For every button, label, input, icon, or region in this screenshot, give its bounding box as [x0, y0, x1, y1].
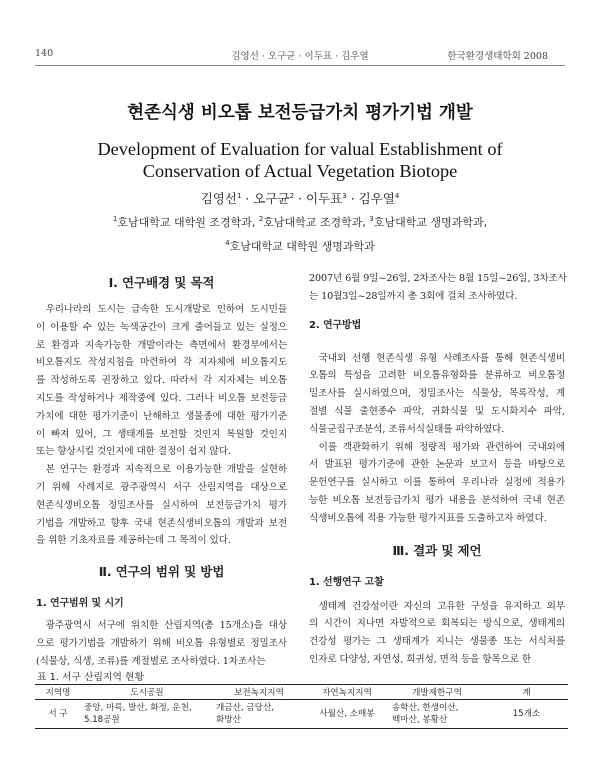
- cell-line: 중앙, 마륵, 발산, 화정, 운천,: [84, 703, 192, 713]
- section-heading: Ⅰ. 연구배경 및 목적: [108, 275, 215, 290]
- affiliation-text: 호남대학교 조경학과,: [263, 216, 370, 229]
- text-line: 이 빠져 있어, 그 생태계를 보전할 것인지 복원할 것인지: [36, 428, 287, 440]
- author-name: 오구균: [253, 191, 290, 206]
- affiliation-line-1: [0, 209, 600, 233]
- cell-line: 개금산, 금당산,: [216, 703, 275, 713]
- english-title: [0, 138, 600, 182]
- author-list: 김영선$^1$ · 오구균$^2$ · 이두표$^3$ · 김우열$^4$: [200, 191, 400, 206]
- author-name: 김우열: [358, 191, 395, 206]
- paragraph: [36, 461, 287, 550]
- korean-title: 현존식생 비오톱 보전등급가치 평가기법 개발: [127, 103, 473, 123]
- header-rule: [35, 65, 565, 66]
- header-cell: 지역명: [35, 685, 81, 700]
- subsection-heading: 1. 연구범위 및 시기: [36, 598, 124, 610]
- urban-park-cell: [81, 700, 213, 729]
- text-line: 문헌연구를 실시하고 이를 통하여 우리나라 실정에 적용가: [309, 477, 565, 489]
- running-authors: 김영선 · 오구균 · 이두표 · 김우열: [231, 51, 369, 62]
- text-line: 능한 비오톱 보전등급가치 평가 내용을 분석하여 국내 현존: [309, 494, 565, 506]
- paragraph: [309, 270, 565, 306]
- cell-line: 화방산: [216, 715, 241, 725]
- author-name: 김영선: [200, 191, 237, 206]
- header-cell: 도시공원: [81, 685, 213, 700]
- author-superscript: 3: [342, 192, 347, 200]
- cell-line: 송학산, 한생이산,: [392, 703, 459, 713]
- region-cell: 서 구: [35, 700, 81, 729]
- affiliation-text: 호남대학교 대학원 생명과학과: [229, 240, 375, 253]
- table-row: [35, 700, 568, 729]
- text-line: 으로 평가기법을 개발하기 위해 비오톱 유형별로 정밀조사: [36, 637, 287, 649]
- affiliation-text: 호남대학교 생명과학과,: [373, 216, 488, 229]
- text-line: 이를 객관화하기 위해 정량적 평가와 관련하여 국내외에: [318, 441, 565, 453]
- text-line: 생태계 건강성이란 자신의 고유한 구성을 유지하고 외부: [318, 600, 565, 612]
- section-heading: Ⅲ. 결과 및 제언: [392, 542, 482, 558]
- text-line: 기법을 개발하고 향후 국내 현존식생비오톱의 개발과 보전: [36, 517, 287, 529]
- affiliation-superscript: 1: [112, 215, 118, 223]
- subsection-heading: 1. 선행연구 고찰: [309, 576, 384, 588]
- paragraph: [309, 439, 565, 528]
- cell-line: 백마산, 봉황산: [392, 715, 448, 725]
- left-column: [36, 269, 287, 671]
- journal-name: 한국환경생태학회 2008: [447, 51, 548, 62]
- text-line: 지도를 작성하거나 제작중에 있다. 그러나 비오톱 보전등급: [36, 392, 287, 404]
- text-line: 오톱의 특성을 고려한 비오톱유형화를 분류하고 비오톱정: [309, 370, 565, 382]
- text-line: 밀조사를 실시하였으며, 정밀조사는 식물상, 목록작성, 계: [309, 388, 565, 400]
- text-line: 비오톱지도 작성지침을 마련하여 각 지자체에 비오톱지도: [36, 357, 287, 369]
- text-line: 인자로 다양성, 자연성, 희귀성, 면적 등을 항목으로 한: [309, 653, 532, 665]
- right-column: [309, 270, 565, 669]
- text-line: 서 발표된 평가기준에 관한 논문과 보고서 등을 바탕으로: [309, 459, 565, 471]
- cell-line: 5.18공원: [84, 715, 120, 725]
- paragraph: [36, 301, 287, 461]
- text-line: 식생비오톱에 적용 가능한 평가지표를 도출하고자 하였다.: [309, 512, 547, 524]
- conservation-cell: [213, 700, 305, 729]
- header-cell: 자연녹지지역: [305, 685, 389, 700]
- text-line: 식물군집구조분석, 조류서식실태를 파악하였다.: [309, 423, 505, 435]
- text-line: 2007년 6월 9일~26일, 2차조사는 8월 15일~26일, 3차조사: [309, 273, 567, 284]
- section-heading: Ⅱ. 연구의 범위 및 방법: [98, 564, 225, 580]
- text-line: 를 작성하도록 권장하고 있다. 따라서 각 지자체는 비오톱: [36, 375, 287, 387]
- restricted-cell: [389, 700, 485, 729]
- text-line: 는 10월3일~28일까지 총 3회에 걸쳐 조사하였다.: [309, 290, 518, 302]
- affiliation-superscript: 3: [369, 215, 374, 223]
- text-line: (식물상, 식생, 조류)를 계절별로 조사하였다. 1차조사는: [36, 655, 266, 667]
- subsection-heading: 2. 연구방법: [309, 319, 362, 331]
- text-line: 우리나라의 도시는 급속한 도시개발로 인하여 도시민들: [45, 304, 287, 315]
- text-line: 건강성 평가는 그 생태계가 지니는 생물종 또는 서식처를: [309, 636, 565, 648]
- running-header: [0, 48, 600, 64]
- table-header-row: [35, 685, 568, 700]
- english-title-line-1: Development of Evaluation for valual Establishment of: [97, 139, 503, 159]
- text-line: 절별 식물 출현종수 파악, 귀화식물 및 도시화지수 파악,: [309, 405, 565, 417]
- total-cell: 15개소: [485, 700, 568, 729]
- header-cell: 보전녹지지역: [213, 685, 305, 700]
- affiliation-line-2: [0, 233, 600, 257]
- header-cell: 계: [485, 685, 568, 700]
- header-cell: 개발제한구역: [389, 685, 485, 700]
- text-line: 또는 향상시킬 것인지에 대한 결정이 쉽지 않다.: [36, 446, 231, 458]
- author-superscript: 2: [289, 192, 295, 200]
- affiliation-superscript: 2: [258, 215, 264, 223]
- region-table: [35, 684, 568, 729]
- text-line: 가치에 대한 평가기준이 난해하고 생물종에 대한 평가기준: [36, 410, 287, 422]
- paragraph: [36, 617, 287, 670]
- page-number: 140: [35, 48, 54, 59]
- text-line: 국내외 선행 현존식생 유형 사례조사를 통해 현존식생비: [318, 352, 565, 364]
- natural-cell: 사월산, 소매봉: [305, 700, 389, 729]
- english-title-line-2: Conservation of Actual Vegetation Biotope: [142, 161, 458, 181]
- affiliations: [0, 209, 600, 257]
- text-line: 로 환경과 지속가능한 개발이라는 측면에서 환경부에서는: [36, 339, 287, 351]
- text-line: 현존식생비오톱 정밀조사를 실시하여 보전등급가치 평가: [36, 499, 287, 511]
- paragraph: [309, 598, 565, 669]
- text-line: 이 이용할 수 있는 녹색공간이 크게 줄어들고 있는 실정으: [36, 321, 287, 333]
- text-line: 을 위한 기초자료를 제공하는데 그 목적이 있다.: [36, 535, 231, 547]
- text-line: 본 연구는 환경과 지속적으로 이용가능한 개발을 실현하: [45, 464, 287, 476]
- author-name: 이두표: [305, 191, 343, 206]
- text-line: 광주광역시 서구에 위치한 산림지역(총 15개소)을 대상: [45, 620, 287, 632]
- author-superscript: 1: [236, 192, 242, 200]
- table-caption: 표 1. 서구 산림지역 현황: [37, 672, 144, 683]
- text-line: 기 위해 사례지로 광주광역시 서구 산림지역을 대상으로: [36, 481, 287, 493]
- paragraph: [309, 350, 565, 439]
- affiliation-text: 호남대학교 대학원 조경학과,: [117, 216, 259, 229]
- author-superscript: 4: [394, 192, 400, 200]
- text-line: 의 시간이 지나면 자발적으로 회복되는 방식으로, 생태계의: [309, 618, 565, 630]
- affiliation-superscript: 4: [225, 239, 230, 247]
